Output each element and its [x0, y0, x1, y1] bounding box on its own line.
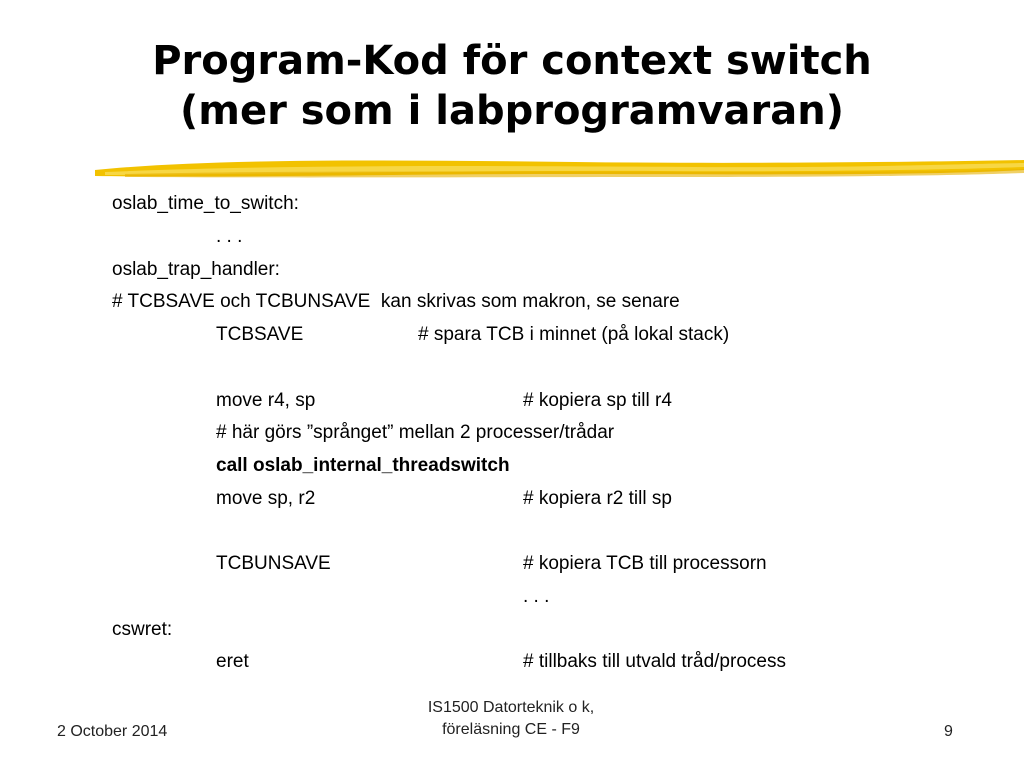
- code-line: # TCBSAVE och TCBUNSAVE kan skrivas som makron, se senare: [112, 291, 680, 312]
- footer-course-line-1: IS1500 Datorteknik o k,: [427, 699, 595, 716]
- slide-title-line-2: (mer som i labprogramvaran): [179, 88, 845, 134]
- code-instruction-bold: call oslab_internal_threadswitch: [216, 455, 510, 476]
- footer-course: [380, 697, 642, 741]
- code-instruction: move sp, r2: [216, 488, 316, 509]
- footer-date: 2 October 2014: [57, 723, 168, 740]
- code-comment: # spara TCB i minnet (på lokal stack): [418, 324, 730, 345]
- code-comment: # kopiera TCB till processorn: [523, 553, 767, 574]
- code-line: oslab_time_to_switch:: [112, 193, 299, 214]
- code-comment: # tillbaks till utvald tråd/process: [523, 651, 786, 672]
- code-line: oslab_trap_handler:: [112, 259, 280, 280]
- code-instruction: TCBUNSAVE: [216, 553, 331, 574]
- code-comment: # kopiera sp till r4: [523, 390, 672, 411]
- footer-page-number: 9: [944, 723, 953, 740]
- code-label: cswret:: [112, 619, 173, 640]
- slide-title-line-1: Program-Kod för context switch: [152, 38, 872, 84]
- code-comment: # här görs ”språnget” mellan 2 processer/trådar: [216, 422, 615, 443]
- code-line: . . .: [216, 226, 243, 247]
- code-instruction: TCBSAVE: [216, 324, 304, 345]
- code-line: . . .: [523, 586, 550, 607]
- footer-course-line-2: föreläsning CE - F9: [442, 721, 580, 738]
- code-instruction: move r4, sp: [216, 390, 316, 411]
- code-instruction: eret: [216, 651, 249, 672]
- code-comment: # kopiera r2 till sp: [523, 488, 672, 509]
